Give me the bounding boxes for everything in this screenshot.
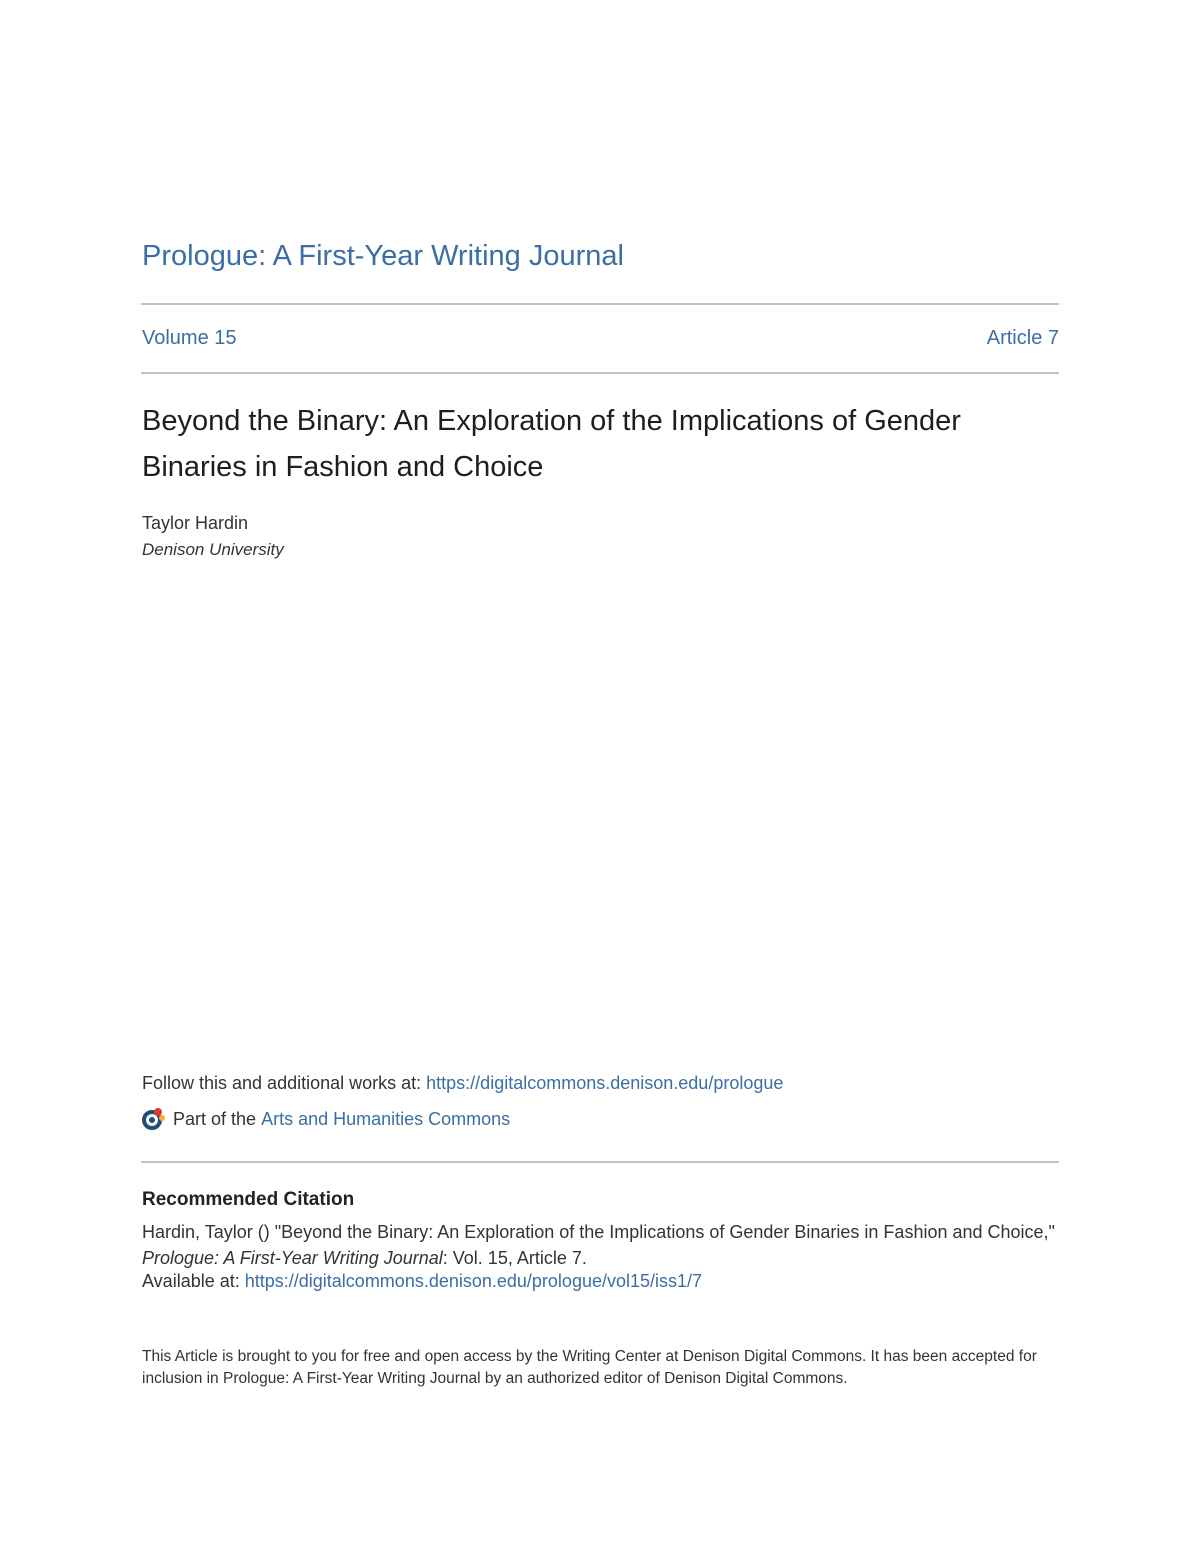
- commons-link[interactable]: Arts and Humanities Commons: [261, 1108, 511, 1129]
- article-title: Beyond the Binary: An Exploration of the Implications of Gender Binaries in Fashion and Choice: [142, 405, 961, 483]
- available-url-link[interactable]: https://digitalcommons.denison.edu/prologue/vol15/iss1/7: [244, 1271, 703, 1291]
- citation-part2: : Vol. 15, Article 7.: [442, 1248, 587, 1268]
- recommended-citation-heading: Recommended Citation: [142, 1189, 355, 1210]
- footer-note: This Article is brought to you for free and open access by the Writing Center at Denison Digital Commons. It has been accepted for inclusion in Prologue: A First-Year Writing Journal by an authorized editor of Denison Digital Commons.: [142, 1348, 1037, 1387]
- volume-link[interactable]: Volume 15: [142, 327, 237, 349]
- network-commons-icon: [141, 1106, 167, 1132]
- author-name: Taylor Hardin: [142, 513, 249, 533]
- author-affiliation: Denison University: [142, 540, 284, 559]
- follow-prefix: Follow this and additional works at:: [142, 1073, 427, 1093]
- divider-top: [141, 303, 1059, 305]
- follow-url-link[interactable]: https://digitalcommons.denison.edu/prologue: [426, 1073, 784, 1093]
- divider-header: [141, 372, 1059, 374]
- article-number-link[interactable]: Article 7: [986, 327, 1059, 349]
- part-of-prefix: Part of the: [173, 1108, 257, 1129]
- available-at-line: [142, 1271, 702, 1292]
- available-prefix: Available at:: [142, 1271, 245, 1291]
- citation-text: [142, 1219, 1057, 1271]
- part-of-line: [141, 1106, 510, 1132]
- follow-line: [142, 1073, 783, 1094]
- citation-journal: Prologue: A First-Year Writing Journal: [142, 1248, 443, 1268]
- journal-title-link[interactable]: Prologue: A First-Year Writing Journal: [142, 240, 624, 272]
- divider-citation: [141, 1161, 1059, 1163]
- citation-part1: Hardin, Taylor () "Beyond the Binary: An Exploration of the Implications of Gender Binaries in Fashion and Choice,": [142, 1222, 1055, 1242]
